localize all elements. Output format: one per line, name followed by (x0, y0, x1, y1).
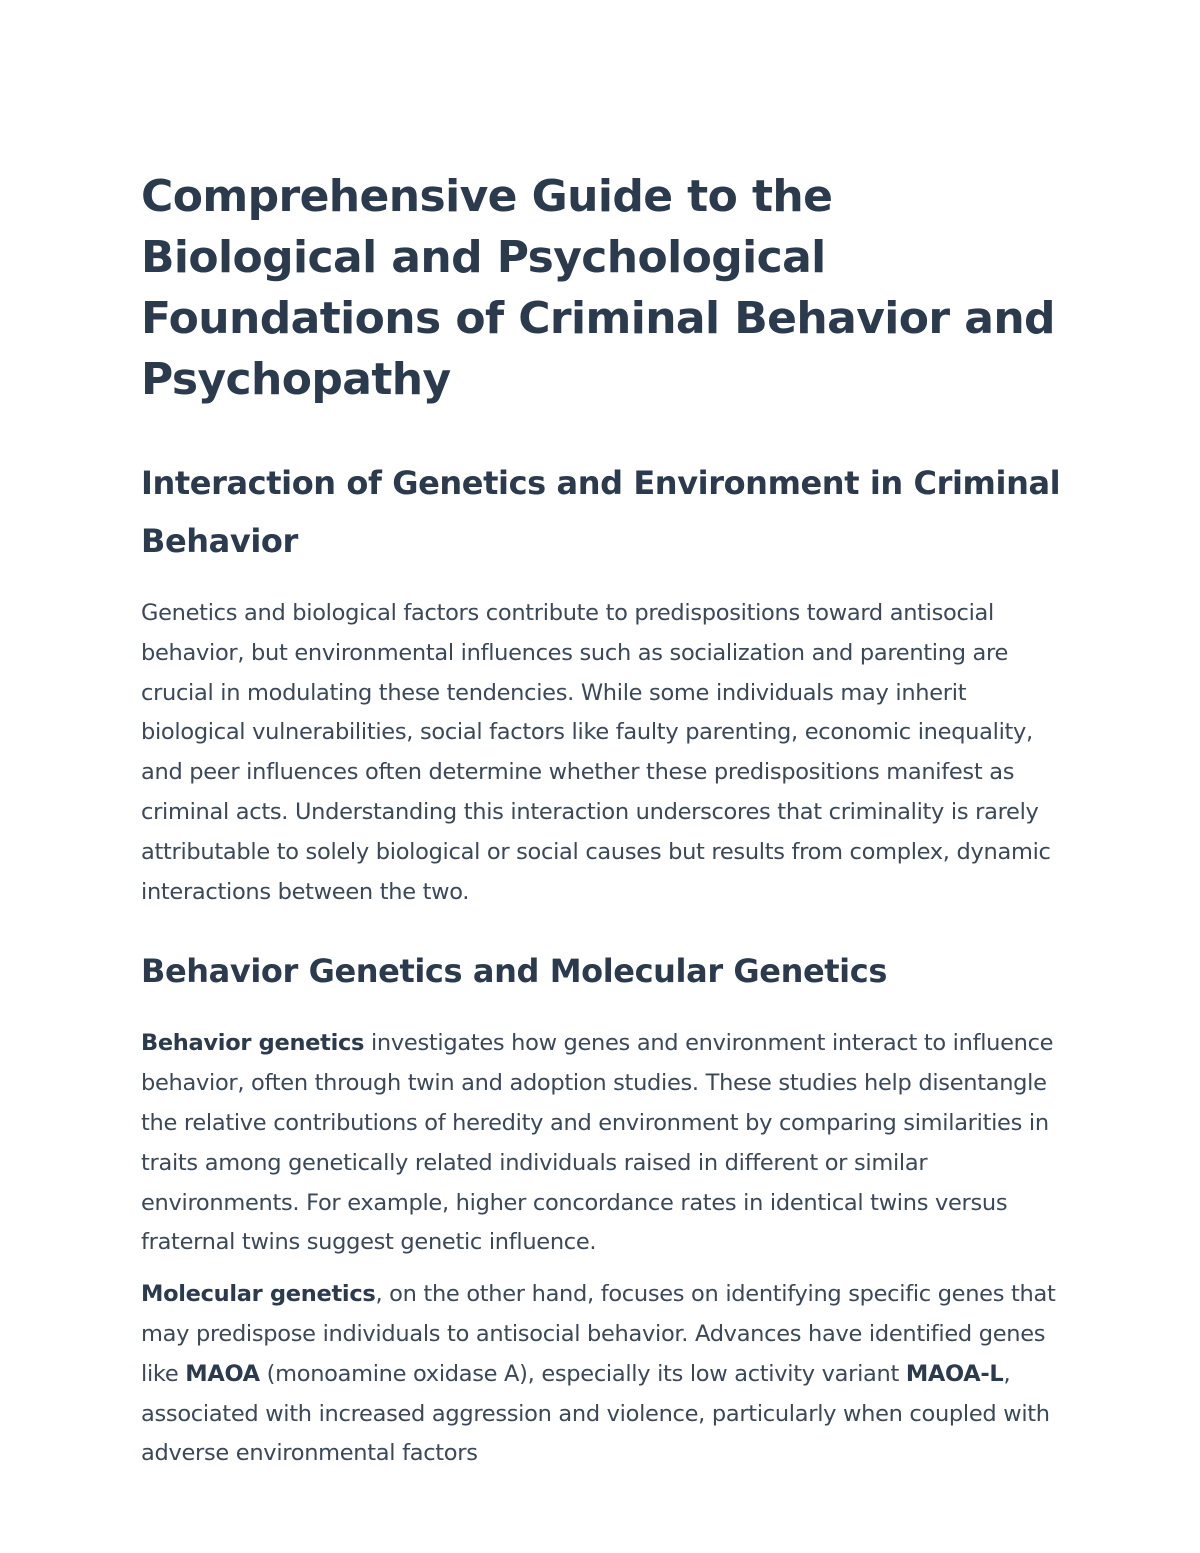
paragraph-molecular-genetics (141, 1275, 1066, 1474)
section-heading-behavior-molecular-genetics: Behavior Genetics and Molecular Genetics (141, 952, 887, 991)
paragraph-genetics-environment: Genetics and biological factors contribute to predispositions toward antisocial behavior, but environmental influences such as socialization and parenting are crucial in modulating these tendencies. While some individuals may inherit biological vulnerabilities, social factors like faulty parenting, economic inequality, and peer influences often determine whether these predispositions manifest as criminal acts. Understanding this interaction underscores that criminality is rarely attributable to solely biological or social causes but results from complex, dynamic interactions between the two. (141, 600, 1051, 905)
paragraph-behavior-genetics (141, 1024, 1066, 1263)
term-molecular-genetics: Molecular genetics (141, 1281, 376, 1308)
document-page (141, 166, 1066, 1474)
paragraph-molecular-genetics-text-2: (monoamine oxidase A), especially its low activity variant (259, 1360, 906, 1387)
paragraph-molecular-genetics-text-3: , associated with increased aggression and violence, particularly when coupled with adverse environmental factors (141, 1360, 1050, 1467)
gene-maoa-l: MAOA-L (905, 1360, 1004, 1387)
paragraph-behavior-genetics-text: investigates how genes and environment interact to influence behavior, often through twin and adoption studies. These studies help disentangle the relative contributions of heredity and environment by comparing similarities in traits among genetically related individuals raised in different or similar environments. For example, higher concordance rates in identical twins versus fraternal twins suggest genetic influence. (141, 1030, 1054, 1256)
gene-maoa: MAOA (185, 1360, 260, 1387)
paragraph-molecular-genetics-text-1: , on the other hand, focuses on identifying specific genes that may predispose individuals to antisocial behavior. Advances have identified genes like (141, 1281, 1056, 1387)
document-title: Comprehensive Guide to the Biological and Psychological Foundations of Criminal Behavior and Psychopathy (141, 171, 1055, 405)
term-behavior-genetics: Behavior genetics (141, 1030, 365, 1057)
section-heading-genetics-environment: Interaction of Genetics and Environment in Criminal Behavior (141, 464, 1061, 560)
